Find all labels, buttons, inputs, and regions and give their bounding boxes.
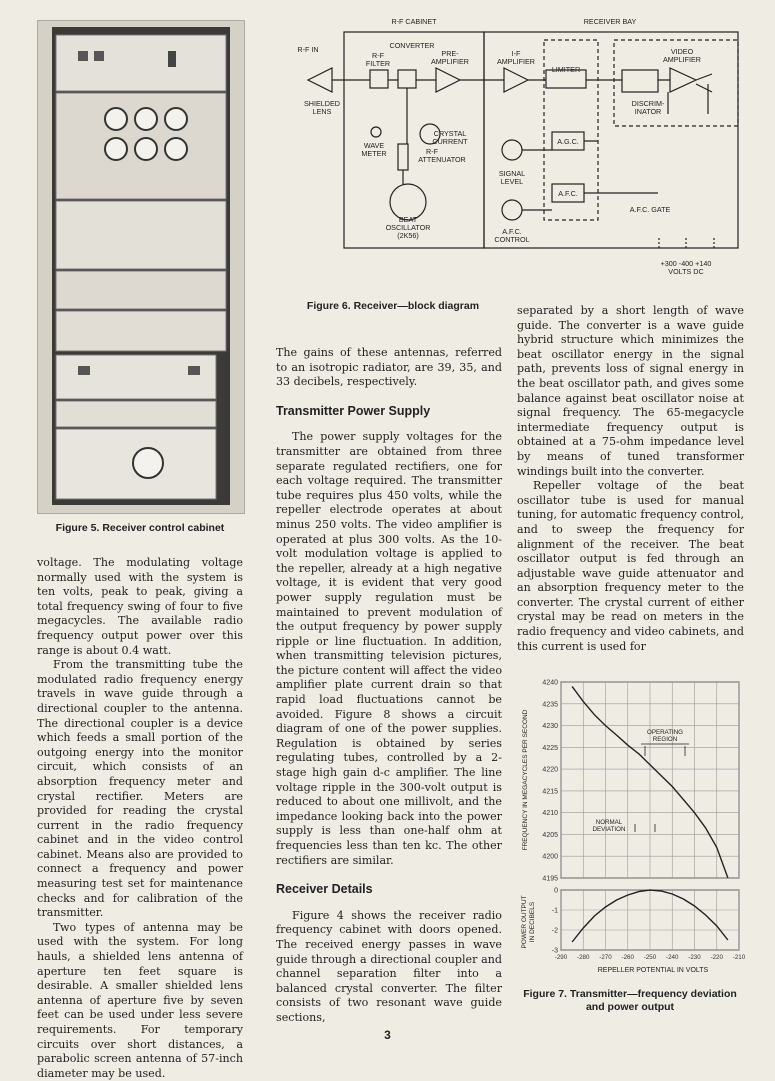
power-x-tick-label: -220 <box>710 954 723 961</box>
power-axis-label-2: IN DECIBELS <box>529 901 536 943</box>
beat-oscillator-label-3: (2K56) <box>397 231 419 240</box>
rf-filter-label-2: FILTER <box>365 59 391 68</box>
column-2 <box>276 346 502 1026</box>
wave-meter-label-1: WAVE <box>363 141 385 150</box>
freq-y-tick-label: 4215 <box>542 788 558 796</box>
column-1 <box>37 556 243 1081</box>
power-y-tick-label: -3 <box>551 947 558 955</box>
freq-y-tick-label: 4200 <box>542 853 558 861</box>
pre-amplifier-label-1: PRE- <box>441 49 459 58</box>
crystal-current-label-2: CURRENT <box>432 137 468 146</box>
freq-y-tick-label: 4205 <box>542 831 558 839</box>
paragraph: The gains of these antennas, referred to an isotropic radiator, are 39, 35, and 33 decibels, respectively. <box>276 346 502 389</box>
figure-7-caption-2: and power output <box>585 1001 675 1013</box>
video-amplifier-label-2: AMPLIFIER <box>663 55 701 64</box>
receiver-cabinet-photo <box>37 20 245 514</box>
rf-in-label: R-F IN <box>297 45 319 54</box>
supply-voltages-label: +300 -400 +140 <box>660 259 712 268</box>
power-x-tick-label: -250 <box>643 954 657 961</box>
figure-7-caption-1: Figure 7. Transmitter—frequency deviation <box>523 988 737 1000</box>
beat-oscillator-label-1: BEAT <box>398 215 418 224</box>
rf-attenuator-label-2: ATTENUATOR <box>418 155 466 164</box>
freq-y-tick-label: 4225 <box>542 744 558 752</box>
signal-level-label-1: SIGNAL <box>498 169 526 178</box>
rf-cabinet-label: R-F CABINET <box>391 17 437 26</box>
paragraph: From the transmitting tube the modulated radio frequency energy travels in wave guide through a directional coupler to the antenna. The directional coupler is a device which feeds a small portion of the outgoing energy into the monitor circuit, which consists of an absorption frequency meter and crystal rectifier. Meters are provided for reading the crystal current in the radio frequency cabinet and in the video control cabinet. Means also are provided to connect a frequency and power measuring test set for maintenance checks and for calibration of the transmitter. <box>37 658 243 920</box>
paragraph: Repeller voltage of the beat oscillator tube is used for manual tuning, for automatic frequency control, and to sweep the frequency for alignment of the receiver. The beat oscillator output is fed through an adjustable wave guide attenuator and an absorption frequency meter to the converter. The crystal current of either crystal may be read on meters in the radio frequency and video cabinets, and this current is used for <box>517 479 744 653</box>
freq-y-tick-label: 4230 <box>542 723 558 731</box>
power-x-tick-label: -280 <box>577 954 590 961</box>
signal-level-label-2: LEVEL <box>500 177 524 186</box>
afc-label: A.F.C. <box>558 189 578 198</box>
wave-meter-label-2: METER <box>361 149 387 158</box>
shielded-lens-label-1: SHIELDED <box>304 99 340 108</box>
figure-7-charts <box>517 672 747 984</box>
freq-y-tick-label: 4235 <box>542 701 558 709</box>
column-3 <box>517 304 744 654</box>
normal-deviation-label-1: NORMAL <box>595 819 623 826</box>
shielded-lens-label-2: LENS <box>312 107 332 116</box>
rf-attenuator-label-1: R-F <box>426 147 438 156</box>
crystal-current-label-1: CRYSTAL <box>433 129 467 138</box>
freq-y-tick-label: 4210 <box>542 810 558 818</box>
freq-y-tick-label: 4220 <box>542 766 558 774</box>
page-number: 3 <box>384 1028 391 1042</box>
volts-dc-label: VOLTS DC <box>668 267 704 276</box>
operating-region-label-1: OPERATING <box>647 729 683 736</box>
afc-control-label-2: CONTROL <box>494 235 530 244</box>
agc-label: A.G.C. <box>557 137 579 146</box>
discriminator-label-2: INATOR <box>634 107 662 116</box>
discriminator-label-1: DISCRIM- <box>631 99 665 108</box>
figure-6-caption: Figure 6. Receiver—block diagram <box>306 300 480 312</box>
if-amplifier-label-2: AMPLIFIER <box>497 57 535 66</box>
power-y-tick-label: -2 <box>551 927 558 935</box>
power-x-tick-label: -290 <box>554 954 568 961</box>
section-heading-receiver-details: Receiver Details <box>276 882 373 897</box>
freq-y-tick-label: 4240 <box>542 679 558 687</box>
paragraph: Two types of antenna may be used with the system. For long hauls, a shielded lens antenna of aperture ten feet square is desirable. A smaller shielded lens antenna of aperture five by seven feet can be used under less severe requirements. For temporary circuits over short distances, a parabolic screen antenna of 57-inch diameter may be used. <box>37 920 243 1080</box>
afc-gate-label: A.F.C. GATE <box>629 205 671 214</box>
power-x-tick-label: -270 <box>599 954 612 961</box>
power-x-tick-label: -230 <box>688 954 701 961</box>
power-x-tick-label: -260 <box>621 954 634 961</box>
power-y-tick-label: -1 <box>551 907 558 915</box>
rf-filter-label-1: R-F <box>372 51 384 60</box>
power-x-tick-label: -210 <box>732 954 746 961</box>
figure-5-caption: Figure 5. Receiver control cabinet <box>55 522 225 534</box>
paragraph: The power supply voltages for the transmitter are obtained from three separate regulated rectifiers, one for each voltage required. The transmitter tube requires plus 450 volts, while the repeller electrode operates at about minus 250 volts. The video amplifier is operated at plus 300 volts. As the 10-volt modulation voltage is applied to the repeller, already at a high negative voltage, it is evident that very good power supply regulation must be maintained to prevent modulation of the output frequency by power supply ripple or line fluctuation. In addition, when transmitting television pictures, the picture content will affect the video amplifier plate current drain so that rapid load fluctuations cannot be avoided. Figure 8 shows a circuit diagram of one of the power supplies. Regulation is obtained by series regulating tubes, controlled by a 2-stage high gain d-c amplifier. The line voltage ripple in the 300-volt output is reduced to about one millivolt, and the impedance looking back into the power supply is less than one-half ohm at frequencies less than ten kc. The other rectifiers are similar. <box>276 430 502 867</box>
receiver-block-diagram <box>278 14 748 279</box>
paragraph: Figure 4 shows the receiver radio frequency cabinet with doors opened. The received energy passes in wave guide through a directional coupler and channel separation filter into a balanced crystal converter. The filter consists of two resonant wave guide sections, <box>276 908 502 1024</box>
paragraph: voltage. The modulating voltage normally used with the system is ten volts, peak to peak, giving a total frequency swing of four to five megacycles. The available radio frequency output power over this range is about 0.4 watt. <box>37 556 243 657</box>
limiter-label: LIMITER <box>551 65 581 74</box>
beat-oscillator-label-2: OSCILLATOR <box>385 223 431 232</box>
freq-y-tick-label: 4195 <box>542 875 558 883</box>
power-axis-label-1: POWER OUTPUT <box>521 895 528 949</box>
cabinet-illustration <box>38 21 244 513</box>
pre-amplifier-label-2: AMPLIFIER <box>431 57 469 66</box>
power-y-tick-label: 0 <box>554 887 558 895</box>
normal-deviation-label-2: DEVIATION <box>592 826 626 833</box>
receiver-bay-label: RECEIVER BAY <box>583 17 637 26</box>
if-amplifier-label-1: I-F <box>511 49 521 58</box>
frequency-axis-label: FREQUENCY IN MEGACYCLES PER SECOND <box>522 709 529 851</box>
operating-region-label-2: REGION <box>652 736 678 743</box>
power-x-tick-label: -240 <box>666 954 679 961</box>
repeller-axis-label: REPELLER POTENTIAL IN VOLTS <box>597 967 709 974</box>
afc-control-label-1: A.F.C. <box>502 227 522 236</box>
paragraph: separated by a short length of wave guide. The converter is a wave guide hybrid structure which minimizes the beat oscillator energy in the signal path, prevents loss of signal energy in the beat oscillator path, and gives some balance against beat oscillator noise at signal frequency. The 65-megacycle intermediate frequency output is obtained at a 75-ohm impedance level by means of tuned transformer windings built into the converter. <box>517 304 744 478</box>
converter-label: CONVERTER <box>389 41 435 50</box>
video-amplifier-label-1: VIDEO <box>670 47 694 56</box>
section-heading-power-supply: Transmitter Power Supply <box>276 403 431 418</box>
